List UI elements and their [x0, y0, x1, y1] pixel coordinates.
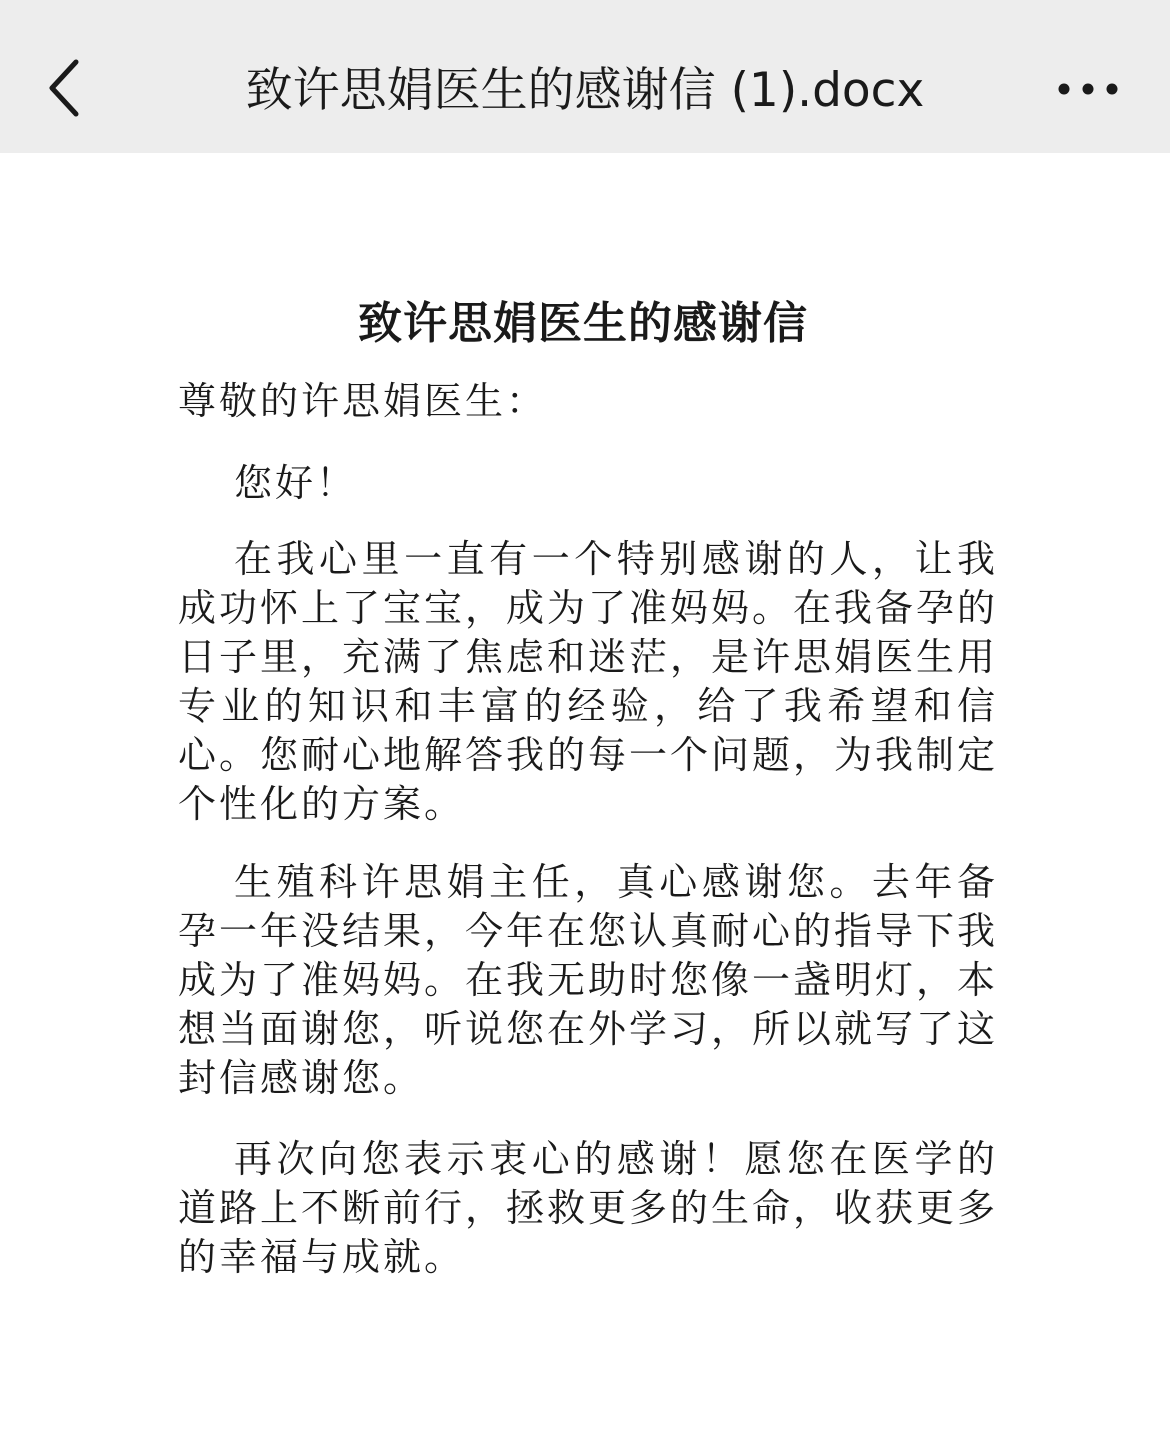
document-title: 致许思娟医生的感谢信 — [358, 298, 808, 349]
paragraph-3: 再次向您表示衷心的感谢！愿您在医学的道路上不断前行，拯救更多的生命，收获更多的幸福与成就。 — [178, 1137, 999, 1279]
file-title: 致许思娟医生的感谢信 (1).docx — [245, 63, 925, 118]
top-navigation-bar — [0, 0, 1170, 153]
paragraph-2: 生殖科许思娟主任，真心感谢您。去年备孕一年没结果，今年在您认真耐心的指导下我成为了准妈妈。在我无助时您像一盏明灯，本想当面谢您，听说您在外学习，所以就写了这封信感谢您。 — [178, 860, 999, 1100]
paragraph-1: 在我心里一直有一个特别感谢的人，让我成功怀上了宝宝，成为了准妈妈。在我备孕的日子里，充满了焦虑和迷茫，是许思娟医生用专业的知识和丰富的经验，给了我希望和信心。您耐心地解答我的每一个问题，为我制定个性化的方案。 — [178, 537, 999, 826]
more-horizontal-icon — [1048, 72, 1128, 106]
back-button[interactable] — [30, 46, 100, 130]
salutation: 尊敬的许思娟医生： — [178, 379, 548, 423]
chevron-left-icon — [30, 46, 100, 130]
greeting: 您好！ — [234, 461, 358, 505]
more-options-button[interactable] — [1048, 72, 1128, 106]
